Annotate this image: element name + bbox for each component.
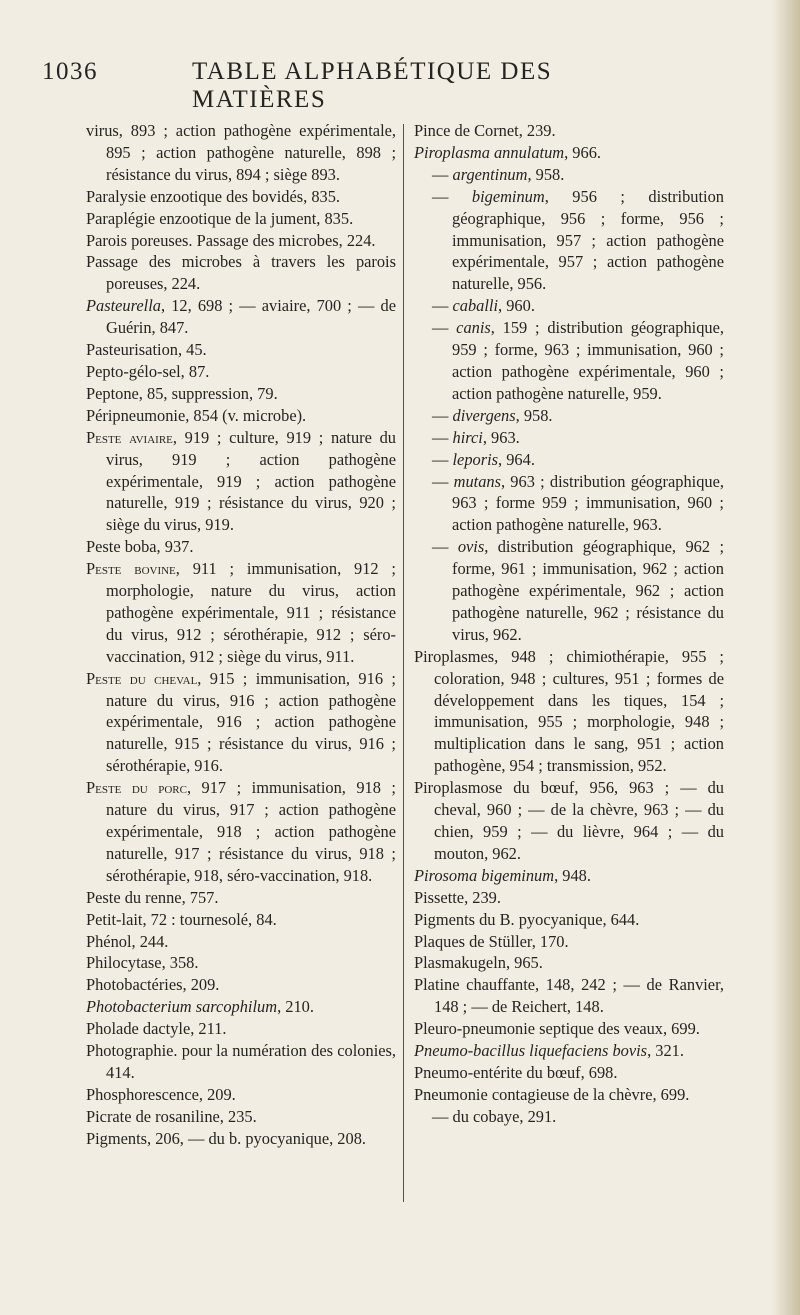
entry-text: Peptone, 85, suppression, 79. [86, 383, 278, 403]
entry-text: , 958. [527, 164, 565, 184]
entry-dash: — [432, 296, 453, 316]
index-entry [86, 1128, 396, 1150]
entry-text: Pince de Cornet, 239. [414, 121, 556, 140]
index-entry [86, 405, 396, 427]
index-entry [86, 536, 396, 558]
entry-text: , 948. [554, 865, 591, 885]
entry-dash: — [432, 537, 458, 557]
entry-headword: caballi [452, 296, 499, 316]
entry-text: Photobactéries, 209. [86, 975, 220, 995]
entry-headword: hirci [452, 427, 483, 447]
index-entry [414, 865, 724, 887]
entry-text: , 960. [498, 296, 535, 316]
entry-text: Pigments du B. pyocyanique, 644. [414, 909, 640, 929]
index-entry [414, 471, 724, 537]
index-entry [414, 646, 724, 777]
entry-text: Platine chauffante, 148, 242 ; — de Ranvier, 148 ; — de Reichert, 148. [414, 975, 724, 1017]
entry-text: virus, 893 ; action pathogène expérimentale, 895 ; action pathogène naturelle, 898 ; résistance du virus, 894 ; siège 893. [86, 121, 396, 184]
entry-text: , 911 ; immunisation, 912 ; morphologie, nature du virus, action pathogène expérimentale, 911 ; résistance du virus, 912 ; sérothérapie, 912 ; séro-vaccination, 912 ; siège du virus, 911. [106, 559, 396, 666]
index-entry [86, 1106, 396, 1128]
index-entry [414, 909, 724, 931]
entry-text: Parois poreuses. Passage des microbes, 224. [86, 230, 376, 250]
entry-text: Piroplasmes, 948 ; chimiothérapie, 955 ; coloration, 948 ; cultures, 951 ; formes de développement dans les tiques, 154 ; immunisation, 955 ; morphologie, 948 ; multiplication dans le sang, 951 ; action pathogène, 954 ; transmission, 952. [414, 646, 724, 776]
entry-dash: — [432, 164, 453, 184]
entry-text: , 919 ; culture, 919 ; nature du virus, 919 ; action pathogène expérimentale, 919 ; action pathogène naturelle, 919 ; résistance du virus, 920 ; siège du virus, 919. [106, 427, 396, 535]
index-entry [414, 536, 724, 646]
index-entry [86, 427, 396, 537]
entry-text: , 917 ; immunisation, 918 ; nature du virus, 917 ; action pathogène expérimentale, 918 ; action pathogène naturelle, 917 ; résistance du virus, 918 ; sérothérapie, 918, séro-vaccination, 918. [106, 778, 396, 885]
index-entry [86, 120, 396, 186]
entry-text: , 12, 698 ; — aviaire, 700 ; — de Guérin, 847. [106, 296, 396, 338]
entry-text: , 210. [277, 997, 314, 1017]
index-entry [414, 952, 724, 974]
index-entry [86, 996, 396, 1018]
index-entry [86, 208, 396, 230]
index-entry [414, 1018, 724, 1040]
index-entry [414, 887, 724, 909]
entry-text: Pholade dactyle, 211. [86, 1019, 227, 1039]
index-entry [86, 887, 396, 909]
entry-dash: — [432, 405, 453, 425]
index-entry [414, 186, 724, 296]
index-entry [86, 339, 396, 361]
index-entry [86, 295, 396, 339]
entry-headword: Pasteurella [86, 296, 161, 316]
page-header [42, 58, 682, 113]
entry-text: Piroplasmose du bœuf, 956, 963 ; — du cheval, 960 ; — de la chèvre, 963 ; — du chien, 959 ; — du lièvre, 964 ; — du mouton, 962. [414, 778, 724, 863]
entry-text: Paralysie enzootique des bovidés, 835. [86, 186, 340, 206]
index-entry [414, 164, 724, 186]
entry-text: Philocytase, 358. [86, 953, 199, 973]
entry-headword: leporis [452, 449, 499, 469]
entry-text: Pleuro-pneumonie septique des veaux, 699. [414, 1019, 700, 1039]
entry-text: Petit-lait, 72 : tournesolé, 84. [86, 909, 277, 929]
entry-text: Pissette, 239. [414, 887, 501, 907]
entry-text: du cobaye, 291. [452, 1106, 557, 1126]
entry-text: Plaques de Stüller, 170. [414, 931, 569, 951]
index-entry [414, 317, 724, 405]
index-entry [86, 777, 396, 887]
index-entry [86, 186, 396, 208]
index-entry [86, 909, 396, 931]
entry-headword: Piroplasma annulatum [414, 142, 565, 162]
running-title: TABLE ALPHABÉTIQUE DES MATIÈRES [192, 58, 553, 113]
entry-text: , 963 ; distribution géographique, 963 ; forme 959 ; immunisation, 960 ; action pathogène naturelle, 963. [452, 471, 724, 535]
entry-headword: ovis [457, 537, 485, 557]
index-entry [86, 558, 396, 668]
entry-headword: Peste bovine [86, 559, 176, 579]
index-entry [86, 1040, 396, 1084]
index-entry [414, 405, 724, 427]
entry-text: Phénol, 244. [86, 931, 169, 951]
entry-dash: — [432, 186, 472, 206]
entry-text: , 964. [498, 449, 535, 469]
entry-headword: divergens [452, 405, 516, 425]
entry-headword: Peste du cheval [86, 668, 198, 688]
index-entry [414, 142, 724, 164]
page-number: 1036 [42, 58, 98, 85]
entry-text: Pneumo-entérite du bœuf, 698. [414, 1062, 618, 1082]
entry-text: Pepto-gélo-sel, 87. [86, 361, 210, 381]
index-entry [86, 361, 396, 383]
entry-text: , 159 ; distribution géographique, 959 ; forme, 963 ; immunisation, 960 ; action pathogène expérimentale, 960 ; action pathogène naturelle, 959. [452, 318, 724, 403]
entry-headword: Photobacterium sarcophilum [86, 997, 278, 1017]
entry-text: Phosphorescence, 209. [86, 1084, 236, 1104]
index-entry [86, 952, 396, 974]
entry-dash: — [432, 449, 453, 469]
index-entry [414, 120, 724, 142]
entry-text: Peste du renne, 757. [86, 887, 219, 907]
index-entry [414, 295, 724, 317]
entry-text: Photographie. pour la numération des colonies, 414. [86, 1041, 396, 1082]
entry-text: Peste boba, 937. [86, 537, 194, 557]
entry-text: Picrate de rosaniline, 235. [86, 1106, 257, 1126]
index-entry [414, 1084, 724, 1106]
index-entry [414, 931, 724, 953]
entry-dash: — [432, 318, 457, 338]
index-entry [414, 449, 724, 471]
index-entry [86, 230, 396, 252]
index-column-right [414, 120, 724, 1128]
entry-text: Paraplégie enzootique de la jument, 835. [86, 208, 354, 228]
index-entry [86, 383, 396, 405]
entry-text: Pigments, 206, — du b. pyocyanique, 208. [86, 1128, 366, 1148]
entry-headword: mutans [453, 471, 501, 491]
entry-headword: Pirosoma bigeminum [414, 865, 555, 885]
entry-headword: Peste aviaire [86, 427, 173, 447]
entry-text: Péripneumonie, 854 (v. microbe). [86, 405, 307, 425]
index-entry [86, 1018, 396, 1040]
index-entry [86, 251, 396, 295]
index-entry [86, 668, 396, 778]
entry-text: Plasmakugeln, 965. [414, 953, 543, 973]
entry-text: , 915 ; immunisation, 916 ; nature du virus, 916 ; action pathogène expérimentale, 916 ; action pathogène naturelle, 915 ; résistance du virus, 916 ; sérothérapie, 916. [106, 668, 396, 776]
entry-text: , 966. [564, 142, 601, 162]
index-entry [86, 974, 396, 996]
entry-text: Passage des microbes à travers les parois poreuses, 224. [86, 252, 396, 294]
entry-dash: — [432, 471, 454, 491]
entry-text: , 963. [482, 427, 520, 447]
index-entry [414, 777, 724, 865]
entry-headword: argentinum [452, 164, 528, 184]
index-entry [414, 974, 724, 1018]
index-entry [414, 427, 724, 449]
entry-text: Pneumonie contagieuse de la chèvre, 699. [414, 1084, 690, 1104]
index-entry [414, 1040, 724, 1062]
entry-text: , distribution géographique, 962 ; forme, 961 ; immunisation, 962 ; action pathogène expérimentale, 962 ; action pathogène naturelle, 962 ; résistance du virus, 962. [452, 537, 724, 644]
entry-headword: canis [456, 318, 491, 338]
column-divider [403, 124, 404, 1202]
entry-headword: bigeminum [471, 186, 545, 206]
index-column-left [86, 120, 396, 1150]
page-edge-shadow [772, 0, 800, 1315]
entry-headword: Peste du porc [86, 778, 187, 798]
entry-dash: — [432, 427, 453, 447]
entry-text: Pasteurisation, 45. [86, 340, 207, 360]
index-entry [414, 1062, 724, 1084]
entry-text: , 956 ; distribution géographique, 956 ; forme, 956 ; immunisation, 957 ; action pathogène expérimentale, 957 ; action pathogène naturelle, 956. [452, 186, 724, 294]
entry-text: , 958. [515, 405, 553, 425]
index-entry [86, 931, 396, 953]
entry-dash: — [432, 1106, 453, 1126]
index-entry [86, 1084, 396, 1106]
index-entry [414, 1106, 724, 1128]
entry-text: , 321. [647, 1041, 684, 1061]
entry-headword: Pneumo-bacillus liquefaciens bovis [414, 1041, 648, 1061]
